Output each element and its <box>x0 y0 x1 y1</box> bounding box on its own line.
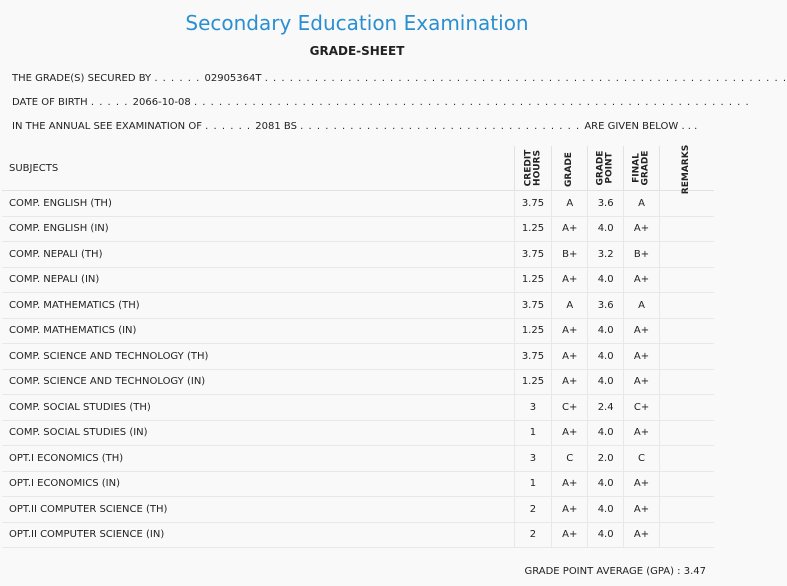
exam-suffix: ARE GIVEN BELOW . . . <box>584 121 698 132</box>
credit-hours-cell: 1 <box>514 420 552 446</box>
grade-cell: A <box>552 293 588 319</box>
credit-hours-cell: 1.25 <box>514 216 552 242</box>
credit-hours-cell: 1 <box>514 471 552 497</box>
final-grade-cell: A+ <box>624 318 660 344</box>
subject-cell: COMP. SCIENCE AND TECHNOLOGY (IN) <box>2 369 514 395</box>
final-grade-cell: A <box>624 191 660 217</box>
header-remarks <box>660 144 715 194</box>
gpa-summary <box>524 566 706 577</box>
grade-cell: A+ <box>552 420 588 446</box>
header-credit-hours-line1: CREDIT <box>522 149 533 187</box>
table-row <box>2 267 714 293</box>
final-grade-cell: B+ <box>624 242 660 268</box>
final-grade-cell: C <box>624 446 660 472</box>
remarks-cell <box>660 267 715 293</box>
grade-point-cell: 3.2 <box>588 242 624 268</box>
grade-cell: A+ <box>552 522 588 548</box>
grade-point-cell: 4.0 <box>588 267 624 293</box>
grade-point-cell: 4.0 <box>588 216 624 242</box>
grade-point-cell: 4.0 <box>588 318 624 344</box>
grade-cell: B+ <box>552 242 588 268</box>
table-row <box>2 191 714 217</box>
header-subjects: SUBJECTS <box>2 146 514 191</box>
header-grade <box>552 146 588 191</box>
subject-cell: COMP. SOCIAL STUDIES (TH) <box>2 395 514 421</box>
table-row <box>2 395 714 421</box>
credit-hours-cell: 1.25 <box>514 369 552 395</box>
subject-cell: COMP. SCIENCE AND TECHNOLOGY (TH) <box>2 344 514 370</box>
dob-value: 2066-10-08 <box>132 97 191 108</box>
table-row <box>2 420 714 446</box>
header-final-grade <box>624 146 660 191</box>
secured-by-line: THE GRADE(S) SECURED BY . . . . . . 02905364T . . . . . . . . . . . . . . . . . . . . . . . . . . . . . . . . . . . . . . . . . . . . . . . . . . . . . . . . . . . . . . . <box>12 73 787 84</box>
remarks-cell <box>660 497 715 523</box>
subject-cell: OPT.I ECONOMICS (TH) <box>2 446 514 472</box>
grade-point-cell: 4.0 <box>588 497 624 523</box>
remarks-cell <box>660 522 715 548</box>
exam-value: 2081 BS <box>255 121 297 132</box>
secured-by-label: THE GRADE(S) SECURED BY <box>12 73 152 84</box>
subject-cell: COMP. ENGLISH (IN) <box>2 216 514 242</box>
page-title: Secondary Education Examination <box>185 11 529 35</box>
table-row <box>2 344 714 370</box>
credit-hours-cell: 3.75 <box>514 344 552 370</box>
exam-label: IN THE ANNUAL SEE EXAMINATION OF <box>12 121 202 132</box>
subject-cell: COMP. MATHEMATICS (IN) <box>2 318 514 344</box>
remarks-cell <box>660 191 715 217</box>
header-remarks-label: REMARKS <box>681 144 692 194</box>
final-grade-cell: A+ <box>624 344 660 370</box>
dob-label: DATE OF BIRTH <box>12 97 88 108</box>
table-row <box>2 216 714 242</box>
dob-line: DATE OF BIRTH . . . . . 2066-10-08 . . . . . . . . . . . . . . . . . . . . . . . . . . . . . . . . . . . . . . . . . . . . . . . . . . . . . . . . . . . . . . . . . . . <box>12 97 750 108</box>
table-row <box>2 369 714 395</box>
gpa-label: GRADE POINT AVERAGE (GPA) : <box>524 566 681 577</box>
exam-line: IN THE ANNUAL SEE EXAMINATION OF . . . . . . 2081 BS . . . . . . . . . . . . . . . . . . . . . . . . . . . . . . . . . . ARE GIVEN BELOW . . . <box>12 121 698 132</box>
credit-hours-cell: 1.25 <box>514 267 552 293</box>
final-grade-cell: A+ <box>624 420 660 446</box>
table-row <box>2 471 714 497</box>
table-row <box>2 293 714 319</box>
credit-hours-cell: 3.75 <box>514 191 552 217</box>
grade-cell: A+ <box>552 267 588 293</box>
remarks-cell <box>660 344 715 370</box>
header-grade-point-line2: POINT <box>604 152 615 184</box>
header-credit-hours <box>514 146 552 191</box>
remarks-cell <box>660 216 715 242</box>
final-grade-cell: A+ <box>624 471 660 497</box>
header-grade-point-line1: GRADE <box>595 150 606 186</box>
grade-point-cell: 4.0 <box>588 471 624 497</box>
grade-sheet-heading: GRADE-SHEET <box>309 44 405 58</box>
subject-cell: OPT.I ECONOMICS (IN) <box>2 471 514 497</box>
grade-cell: A <box>552 191 588 217</box>
credit-hours-cell: 2 <box>514 497 552 523</box>
credit-hours-cell: 3.75 <box>514 293 552 319</box>
grade-point-cell: 4.0 <box>588 344 624 370</box>
table-row <box>2 522 714 548</box>
secured-by-value: 02905364T <box>204 73 262 84</box>
credit-hours-cell: 2 <box>514 522 552 548</box>
remarks-cell <box>660 242 715 268</box>
credit-hours-cell: 1.25 <box>514 318 552 344</box>
subject-cell: COMP. SOCIAL STUDIES (IN) <box>2 420 514 446</box>
header-credit-hours-line2: HOURS <box>531 150 542 186</box>
remarks-cell <box>660 471 715 497</box>
credit-hours-cell: 3.75 <box>514 242 552 268</box>
subject-cell: COMP. NEPALI (TH) <box>2 242 514 268</box>
final-grade-cell: A+ <box>624 522 660 548</box>
final-grade-cell: A+ <box>624 497 660 523</box>
remarks-cell <box>660 318 715 344</box>
grade-point-cell: 2.4 <box>588 395 624 421</box>
table-row <box>2 497 714 523</box>
remarks-cell <box>660 369 715 395</box>
grade-cell: A+ <box>552 318 588 344</box>
grade-cell: A+ <box>552 471 588 497</box>
table-row <box>2 242 714 268</box>
table-row <box>2 446 714 472</box>
grade-point-cell: 4.0 <box>588 420 624 446</box>
header-grade-label: GRADE <box>564 151 575 187</box>
final-grade-cell: A+ <box>624 216 660 242</box>
remarks-cell <box>660 446 715 472</box>
gpa-value: 3.47 <box>683 566 706 577</box>
table-header-row <box>2 146 714 191</box>
header-final-grade-line2: GRADE <box>640 150 651 186</box>
table-row <box>2 318 714 344</box>
grade-cell: A+ <box>552 497 588 523</box>
subject-cell: COMP. MATHEMATICS (TH) <box>2 293 514 319</box>
grade-cell: A+ <box>552 344 588 370</box>
grade-point-cell: 4.0 <box>588 522 624 548</box>
subject-cell: OPT.II COMPUTER SCIENCE (TH) <box>2 497 514 523</box>
credit-hours-cell: 3 <box>514 395 552 421</box>
grade-point-cell: 4.0 <box>588 369 624 395</box>
final-grade-cell: A <box>624 293 660 319</box>
header-final-grade-line1: FINAL <box>631 153 642 183</box>
subject-cell: OPT.II COMPUTER SCIENCE (IN) <box>2 522 514 548</box>
grade-cell: A+ <box>552 369 588 395</box>
remarks-cell <box>660 395 715 421</box>
grade-cell: C+ <box>552 395 588 421</box>
grade-cell: C <box>552 446 588 472</box>
final-grade-cell: C+ <box>624 395 660 421</box>
grade-cell: A+ <box>552 216 588 242</box>
header-grade-point <box>588 146 624 191</box>
subject-cell: COMP. ENGLISH (TH) <box>2 191 514 217</box>
subject-cell: COMP. NEPALI (IN) <box>2 267 514 293</box>
remarks-cell <box>660 420 715 446</box>
grade-point-cell: 2.0 <box>588 446 624 472</box>
final-grade-cell: A+ <box>624 267 660 293</box>
credit-hours-cell: 3 <box>514 446 552 472</box>
grade-point-cell: 3.6 <box>588 293 624 319</box>
grade-point-cell: 3.6 <box>588 191 624 217</box>
grade-table <box>2 146 714 548</box>
final-grade-cell: A+ <box>624 369 660 395</box>
remarks-cell <box>660 293 715 319</box>
